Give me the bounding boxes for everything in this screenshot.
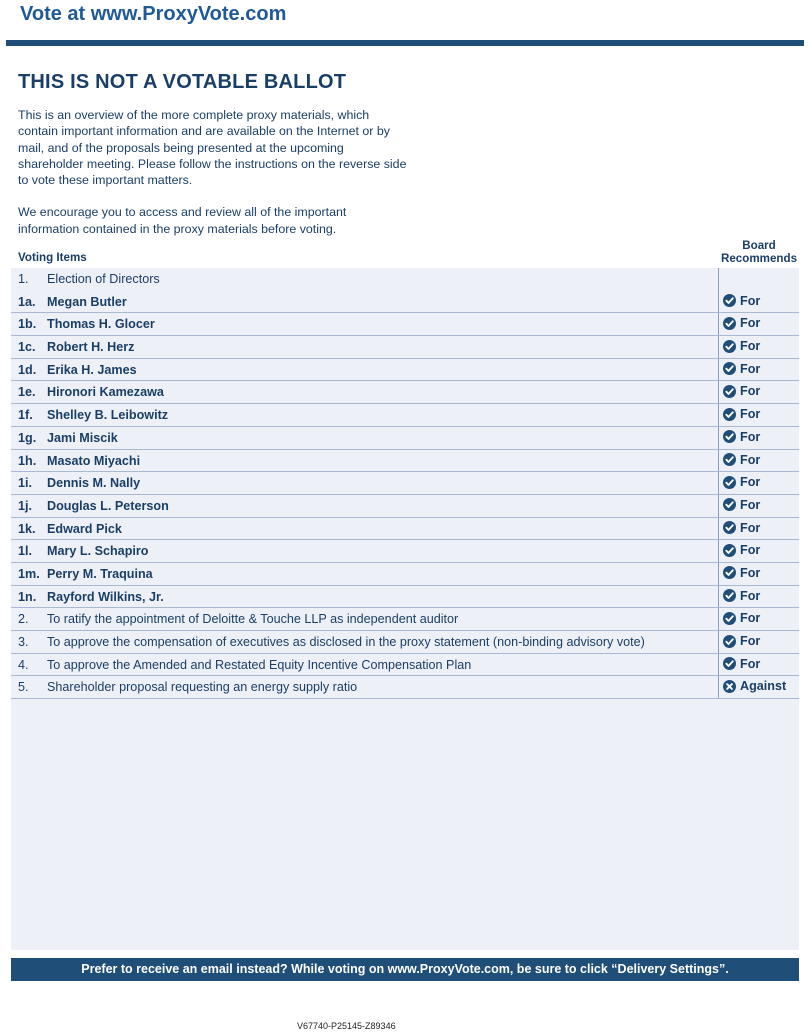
voting-item-row xyxy=(11,495,799,518)
item-label: Erika H. James xyxy=(47,362,137,377)
board-recommends-header xyxy=(719,239,799,265)
board-recommendation xyxy=(723,634,760,648)
check-circle-icon xyxy=(723,294,736,307)
item-label: Hironori Kamezawa xyxy=(47,385,164,400)
check-circle-icon xyxy=(723,566,736,579)
recommendation-label: For xyxy=(740,588,761,603)
item-label: Shareholder proposal requesting an energy supply ratio xyxy=(47,680,358,695)
board-recommendation xyxy=(723,294,760,308)
check-circle-icon xyxy=(723,544,736,557)
board-recommendation xyxy=(723,362,760,376)
board-recommendation xyxy=(723,475,760,489)
intro-paragraph-2: We encourage you to access and review all of the important information contained in the proxy materials before voting. xyxy=(18,205,347,236)
recommendation-label: For xyxy=(740,429,761,444)
item-label: Edward Pick xyxy=(47,521,122,536)
voting-item-row xyxy=(11,518,799,541)
voting-item-row xyxy=(11,631,799,654)
board-recommendation xyxy=(723,407,760,421)
item-label: Douglas L. Peterson xyxy=(47,498,169,513)
item-number: 4. xyxy=(18,657,29,672)
voting-item-row xyxy=(11,563,799,586)
recommendation-label: For xyxy=(740,361,761,376)
voting-item-row xyxy=(11,359,799,382)
check-circle-icon xyxy=(723,476,736,489)
check-circle-icon xyxy=(723,589,736,602)
item-number: 1b. xyxy=(18,317,37,332)
item-label: Rayford Wilkins, Jr. xyxy=(47,589,164,604)
item-label: Perry M. Traquina xyxy=(47,566,153,581)
item-label: Dennis M. Nally xyxy=(47,476,141,491)
item-number: 1a. xyxy=(18,294,36,309)
voting-item-row xyxy=(11,472,799,495)
recommendation-label: For xyxy=(740,407,761,422)
voting-item-row xyxy=(11,676,799,699)
notice-title: THIS IS NOT A VOTABLE BALLOT xyxy=(18,71,347,93)
check-circle-icon xyxy=(723,317,736,330)
header-rule xyxy=(6,40,804,46)
check-circle-icon xyxy=(723,635,736,648)
item-number: 1e. xyxy=(18,385,36,400)
intro-text xyxy=(18,107,408,237)
voting-item-row xyxy=(11,450,799,473)
item-label: Thomas H. Glocer xyxy=(47,317,155,332)
board-recommendation xyxy=(723,657,760,671)
item-number: 1d. xyxy=(18,362,37,377)
voting-item-row xyxy=(11,427,799,450)
voting-item-row xyxy=(11,404,799,427)
item-label: Shelley B. Leibowitz xyxy=(47,408,169,423)
item-number: 1h. xyxy=(18,453,37,468)
voting-item-row xyxy=(11,336,799,359)
check-circle-icon xyxy=(723,430,736,443)
board-recommendation xyxy=(723,521,760,535)
item-label: Robert H. Herz xyxy=(47,340,135,355)
recommendation-label: For xyxy=(740,384,761,399)
email-delivery-banner: Prefer to receive an email instead? While voting on www.ProxyVote.com, be sure to click “Delivery Settings”. xyxy=(11,958,799,981)
item-number: 1j. xyxy=(18,498,33,513)
item-number: 1. xyxy=(18,272,29,286)
board-recommendation xyxy=(723,611,760,625)
vote-link-header[interactable]: Vote at www.ProxyVote.com xyxy=(20,3,287,25)
intro-paragraph-1: This is an overview of the more complete proxy materials, which contain important information and are available on the Internet or by mail, and of the proposals being presented at the upcoming shareholder meeting. Please follow the instructions on the reverse side to vote these important matters. xyxy=(18,108,407,188)
board-recommendation xyxy=(723,316,760,330)
board-header-line2: Recommends xyxy=(720,252,798,265)
check-circle-icon xyxy=(723,498,736,511)
item-label: To approve the compensation of executives as disclosed in the proxy statement (non-binding advisory vote) xyxy=(47,635,645,649)
check-circle-icon xyxy=(723,385,736,398)
recommendation-label: For xyxy=(740,339,761,354)
item-label: To ratify the appointment of Deloitte & Touche LLP as independent auditor xyxy=(47,612,459,627)
item-number: 5. xyxy=(18,680,29,695)
board-header-line1: Board xyxy=(742,239,776,252)
voting-item-row xyxy=(11,654,799,677)
recommendation-label: For xyxy=(740,543,761,558)
board-recommendation xyxy=(723,566,760,580)
item-label: Jami Miscik xyxy=(47,430,118,445)
check-circle-icon xyxy=(723,657,736,670)
check-circle-icon xyxy=(723,521,736,534)
item-number: 1i. xyxy=(18,476,33,491)
item-number: 1n. xyxy=(18,589,37,604)
item-label: To approve the Amended and Restated Equity Incentive Compensation Plan xyxy=(47,657,472,672)
voting-item-row xyxy=(11,268,799,291)
voting-item-row xyxy=(11,540,799,563)
recommendation-label: For xyxy=(740,452,761,467)
item-number: 3. xyxy=(18,635,29,649)
recommendation-label: For xyxy=(740,475,761,490)
check-circle-icon xyxy=(723,453,736,466)
check-circle-icon xyxy=(723,612,736,625)
recommendation-label: For xyxy=(740,497,761,512)
item-number: 1f. xyxy=(18,408,33,423)
board-recommendation xyxy=(723,384,760,398)
recommendation-label: Against xyxy=(740,679,787,694)
check-circle-icon xyxy=(723,362,736,375)
voting-items-list xyxy=(11,268,799,699)
board-recommendation xyxy=(723,679,786,693)
item-number: 1c. xyxy=(18,340,36,355)
board-recommendation xyxy=(723,339,760,353)
recommendation-label: For xyxy=(740,656,761,671)
board-recommendation xyxy=(723,498,760,512)
voting-item-row xyxy=(11,586,799,609)
item-number: 2. xyxy=(18,612,29,627)
recommendation-label: For xyxy=(740,520,761,535)
recommendation-label: For xyxy=(740,634,761,648)
x-circle-icon xyxy=(723,680,736,693)
voting-item-row xyxy=(11,381,799,404)
recommendation-label: For xyxy=(740,316,761,331)
item-label: Masato Miyachi xyxy=(47,453,141,468)
recommendation-label: For xyxy=(740,293,761,308)
check-circle-icon xyxy=(723,340,736,353)
document-code: V67740-P25145-Z89346 xyxy=(297,1021,396,1031)
voting-items-header: Voting Items xyxy=(18,251,87,264)
item-number: 1l. xyxy=(18,544,33,559)
item-number: 1g. xyxy=(18,430,37,445)
voting-item-row xyxy=(11,608,799,631)
board-recommendation xyxy=(723,589,760,603)
item-number: 1k. xyxy=(18,521,36,536)
recommendation-label: For xyxy=(740,565,761,580)
item-label: Megan Butler xyxy=(47,294,127,309)
check-circle-icon xyxy=(723,408,736,421)
item-label: Mary L. Schapiro xyxy=(47,544,149,559)
item-label: Election of Directors xyxy=(47,272,160,286)
board-recommendation xyxy=(723,543,760,557)
recommendation-label: For xyxy=(740,611,761,626)
board-recommendation xyxy=(723,453,760,467)
voting-item-row xyxy=(11,313,799,336)
voting-item-row xyxy=(11,291,799,314)
item-number: 1m. xyxy=(18,566,40,581)
board-recommendation xyxy=(723,430,760,444)
